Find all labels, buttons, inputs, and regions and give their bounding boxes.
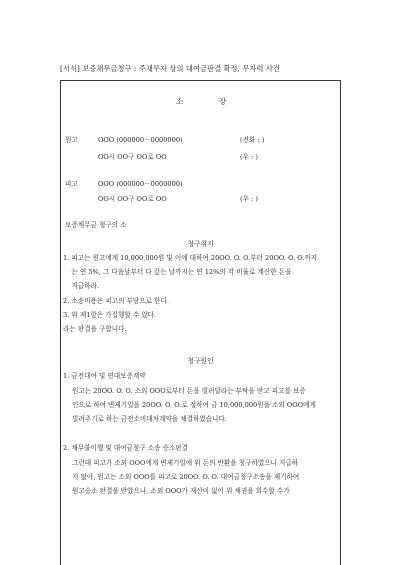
plaintiff-postal: (우 : ) <box>240 153 258 161</box>
section-line: 원고승소 판결을 받았으나, 소외 OOO가 재산이 없어 위 채권을 회수할 수가 <box>72 487 290 495</box>
claim-purpose-line: 지급하라. <box>63 282 99 290</box>
claim-purpose-line: 는 연 5%, 그 다음날부터 다 갚는 날까지는 연 12%의 각 비율로 계산한 돈을 <box>63 268 292 276</box>
title-char-2: 장 <box>219 97 227 106</box>
claim-purpose-line: 라는 판결을 구합니다. <box>63 325 127 333</box>
section-title: 1. 금전대여 및 연대보증계약 <box>63 372 146 380</box>
plaintiff-label: 원고 <box>65 136 78 144</box>
defendant-name: OOO (000000－0000000) <box>98 180 183 188</box>
defendant-address: OO시 OO구 OO로 OO <box>98 195 167 203</box>
section-title: 2. 채무불이행 및 대여금청구 소송 승소판결 <box>63 444 189 452</box>
defendant-postal: (우 : ) <box>240 195 258 203</box>
claim-purpose-line: 2. 소송비용은 피고의 부담으로 한다. <box>63 297 169 305</box>
section-line: 원고는 20OO. O. O. 소외 OOO로부터 돈을 빌려달라는 부탁을 받고 피고를 보증 <box>72 387 306 395</box>
section-line: 인으로 하여 변제기일을 20OO. O. O.로 정하여 금 10,000,000원을 소외 OOO에게 <box>72 401 316 409</box>
claim-cause-heading: 청구원인 <box>187 357 214 365</box>
claim-purpose-line: 1. 피고는 원고에게 10,000,000원 및 이에 대하여 20OO. O. O.부터 20OO. O. O.까지 <box>63 254 318 262</box>
claim-purpose-line: 3. 위 제1항은 가집행할 수 있다. <box>63 311 157 319</box>
claim-purpose-heading: 청구취지 <box>187 240 214 248</box>
section-line: 빌려주기로 하는 금전소비대차계약을 체결하였습니다. <box>72 415 227 423</box>
plaintiff-address: OO시 OO구 OO로 OO <box>98 153 167 161</box>
title-char-1: 소 <box>176 97 184 106</box>
section-line: 지 않아, 원고는 소외 OOO를 피고로 20OO. O. O. 대여금청구소송을 제기하여 <box>72 473 300 481</box>
plaintiff-name: OOO (000000－0000000) <box>98 136 183 144</box>
section-line: 그런데 피고가 소외 OOO에게 변제기일에 위 돈의 반환을 청구하였으나 지급하 <box>72 459 299 467</box>
defendant-label: 피고 <box>65 180 78 188</box>
plaintiff-phone: (전화 : ) <box>240 136 265 144</box>
form-header: [서식] 보증채무금청구 : 주채무자 상의 대여금판결 확정, 무자력 사건 <box>60 64 280 73</box>
case-name: 보증채무금 청구의 소 <box>65 221 127 229</box>
